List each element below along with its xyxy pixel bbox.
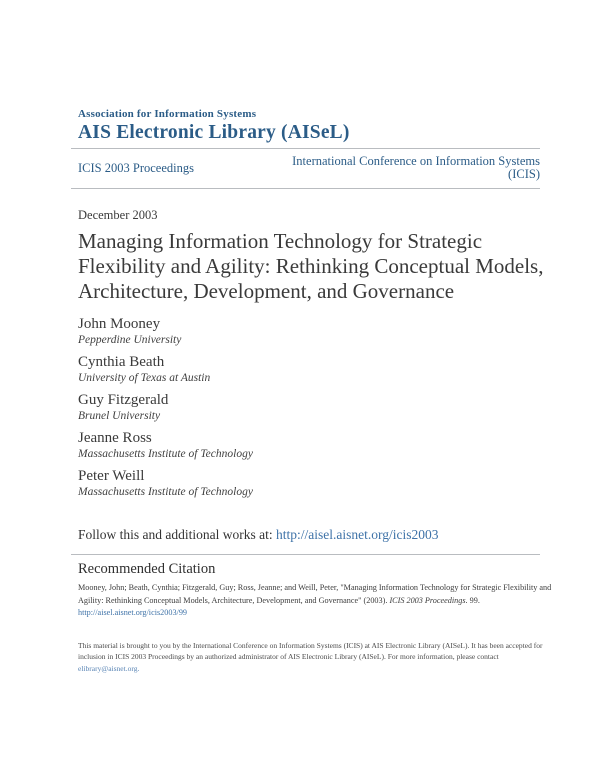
author-name: Guy Fitzgerald bbox=[78, 392, 169, 408]
paper-title: Managing Information Technology for Strategic Flexibility and Agility: Rethinking Conceptual Models, Architecture, Development, and Governance bbox=[78, 229, 544, 303]
author-entry bbox=[78, 316, 540, 347]
proceedings-link[interactable]: ICIS 2003 Proceedings bbox=[78, 160, 194, 175]
author-affiliation: Massachusetts Institute of Technology bbox=[78, 486, 253, 498]
follow-works-line bbox=[78, 527, 540, 543]
masthead-divider-bottom bbox=[71, 188, 540, 189]
recommended-citation-section bbox=[71, 554, 552, 620]
citation-text-start: Mooney, John; Beath, Cynthia; Fitzgerald, Guy; Ross, Jeanne; and Weill, Peter, "Managing Information Technology for Strategic Flexibility and Agility: Rethinking Conceptual Models, Architecture, Development, and Governance" (2003). bbox=[78, 583, 552, 605]
author-name: Peter Weill bbox=[78, 468, 145, 484]
author-entry bbox=[78, 354, 540, 385]
author-affiliation: University of Texas at Austin bbox=[78, 372, 211, 384]
citation-heading: Recommended Citation bbox=[78, 561, 216, 577]
follow-works-label: Follow this and additional works at: bbox=[78, 527, 276, 542]
journal-row bbox=[71, 149, 540, 185]
library-title: AIS Electronic Library (AISeL) bbox=[78, 122, 350, 143]
copyright-text: This material is brought to you by the International Conference on Information Systems (ICIS) at AIS Electronic Library (AISeL). It has been accepted for inclusion in ICIS 2003 Proceedings by an authorized administrator of AIS Electronic Library (AISeL). For more information, please contact bbox=[78, 640, 543, 661]
masthead bbox=[71, 108, 540, 189]
citation-link[interactable]: http://aisel.aisnet.org/icis2003/99 bbox=[78, 608, 188, 617]
citation-divider bbox=[71, 554, 540, 555]
org-name: Association for Information Systems bbox=[78, 108, 257, 120]
conference-link-line2[interactable]: (ICIS) bbox=[508, 167, 540, 181]
article-head bbox=[71, 208, 544, 543]
contact-email-link[interactable]: elibrary@aisnet.org. bbox=[78, 663, 140, 673]
copyright-note bbox=[78, 640, 548, 675]
author-entry bbox=[78, 468, 540, 499]
author-affiliation: Massachusetts Institute of Technology bbox=[78, 448, 253, 460]
author-name: John Mooney bbox=[78, 316, 161, 332]
publication-date: December 2003 bbox=[78, 208, 158, 222]
author-name: Jeanne Ross bbox=[78, 430, 152, 446]
conference-name bbox=[292, 155, 540, 181]
page-content bbox=[71, 0, 552, 674]
author-list bbox=[78, 316, 540, 499]
author-name: Cynthia Beath bbox=[78, 354, 165, 370]
citation-text-end: . 99. bbox=[465, 595, 480, 605]
citation-proceedings-italic: ICIS 2003 Proceedings bbox=[389, 595, 466, 605]
follow-works-link[interactable]: http://aisel.aisnet.org/icis2003 bbox=[276, 527, 439, 542]
conference-link-line1[interactable]: International Conference on Information Systems bbox=[292, 154, 540, 168]
author-affiliation: Brunel University bbox=[78, 410, 161, 422]
author-entry bbox=[78, 392, 540, 423]
citation-text bbox=[78, 582, 552, 607]
author-entry bbox=[78, 430, 540, 461]
author-affiliation: Pepperdine University bbox=[78, 334, 182, 346]
